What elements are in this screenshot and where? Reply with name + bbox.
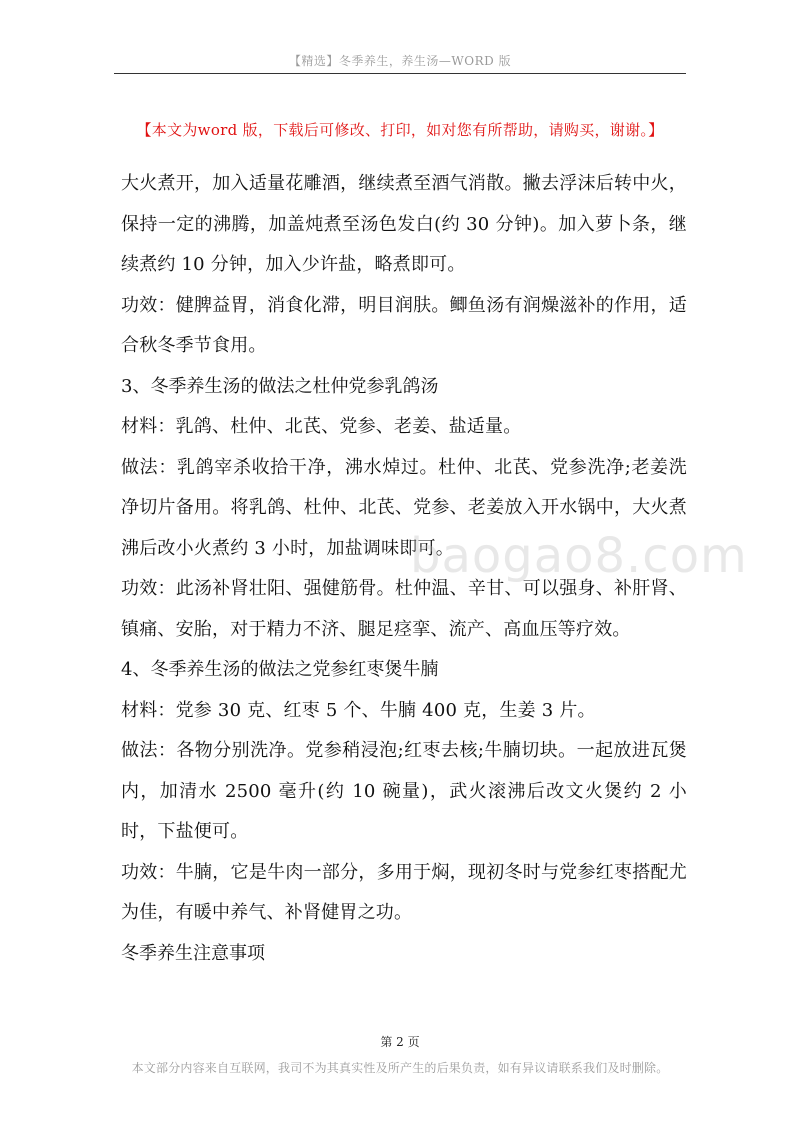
section-heading-precautions: 冬季养生注意事项 xyxy=(121,942,265,964)
page-number: 第 2 页 xyxy=(380,1035,420,1049)
page-header-title: 【精选】冬季养生，养生汤—WORD 版 xyxy=(288,54,512,68)
document-body xyxy=(121,164,687,974)
watermark: baogao8.com xyxy=(410,528,748,584)
paragraph-method-pigeon: 做法：乳鸽宰杀收拾干净，沸水焯过。杜仲、北芪、党参洗净;老姜洗净切片备用。将乳鸽、杜仲、北芪、党参、老姜放入开水锅中，大火煮沸后改小火煮约 3 小时，加盐调味即可。 xyxy=(121,456,687,559)
paragraph-effects-beef: 功效：牛腩，它是牛肉一部分，多用于焖，现初冬时与党参红枣搭配尤为佳，有暖中养气、补肾健胃之功。 xyxy=(121,861,687,923)
paragraph-ingredients-beef: 材料：党参 30 克、红枣 5 个、牛腩 400 克，生姜 3 片。 xyxy=(121,699,596,721)
header-divider xyxy=(114,73,686,74)
footer-disclaimer: 本文部分内容来自互联网，我司不为其真实性及所产生的后果负责，如有异议请联系我们及时删除。 xyxy=(131,1061,669,1075)
paragraph-cooking-steps: 大火煮开，加入适量花雕酒，继续煮至酒气消散。撇去浮沫后转中火，保持一定的沸腾，加盖炖煮至汤色发白(约 30 分钟)。加入萝卜条，继续煮约 10 分钟，加入少许盐，略煮即可。 xyxy=(121,173,687,275)
section-heading-beef-brisket: 4、冬季养生汤的做法之党参红枣煲牛腩 xyxy=(121,659,439,680)
section-heading-pigeon-soup: 3、冬季养生汤的做法之杜仲党参乳鸽汤 xyxy=(121,375,439,397)
paragraph-ingredients-pigeon: 材料：乳鸽、杜仲、北芪、党参、老姜、盐适量。 xyxy=(121,416,522,437)
paragraph-effects-pigeon: 功效：此汤补肾壮阳、强健筋骨。杜仲温、辛甘、可以强身、补肝肾、镇痛、安胎，对于精力不济、腿足痉挛、流产、高血压等疗效。 xyxy=(121,578,687,640)
paragraph-method-beef: 做法：各物分别洗净。党参稍浸泡;红枣去核;牛腩切块。一起放进瓦煲内，加清水 2500 毫升(约 10 碗量)，武火滚沸后改文火煲约 2 小时，下盐便可。 xyxy=(121,740,687,842)
download-notice: 【本文为word 版，下载后可修改、打印，如对您有所帮助，请购买，谢谢。】 xyxy=(136,121,664,139)
paragraph-effects-fish-soup: 功效：健脾益胃，消食化滞，明目润肤。鲫鱼汤有润燥滋补的作用，适合秋冬季节食用。 xyxy=(121,294,687,356)
